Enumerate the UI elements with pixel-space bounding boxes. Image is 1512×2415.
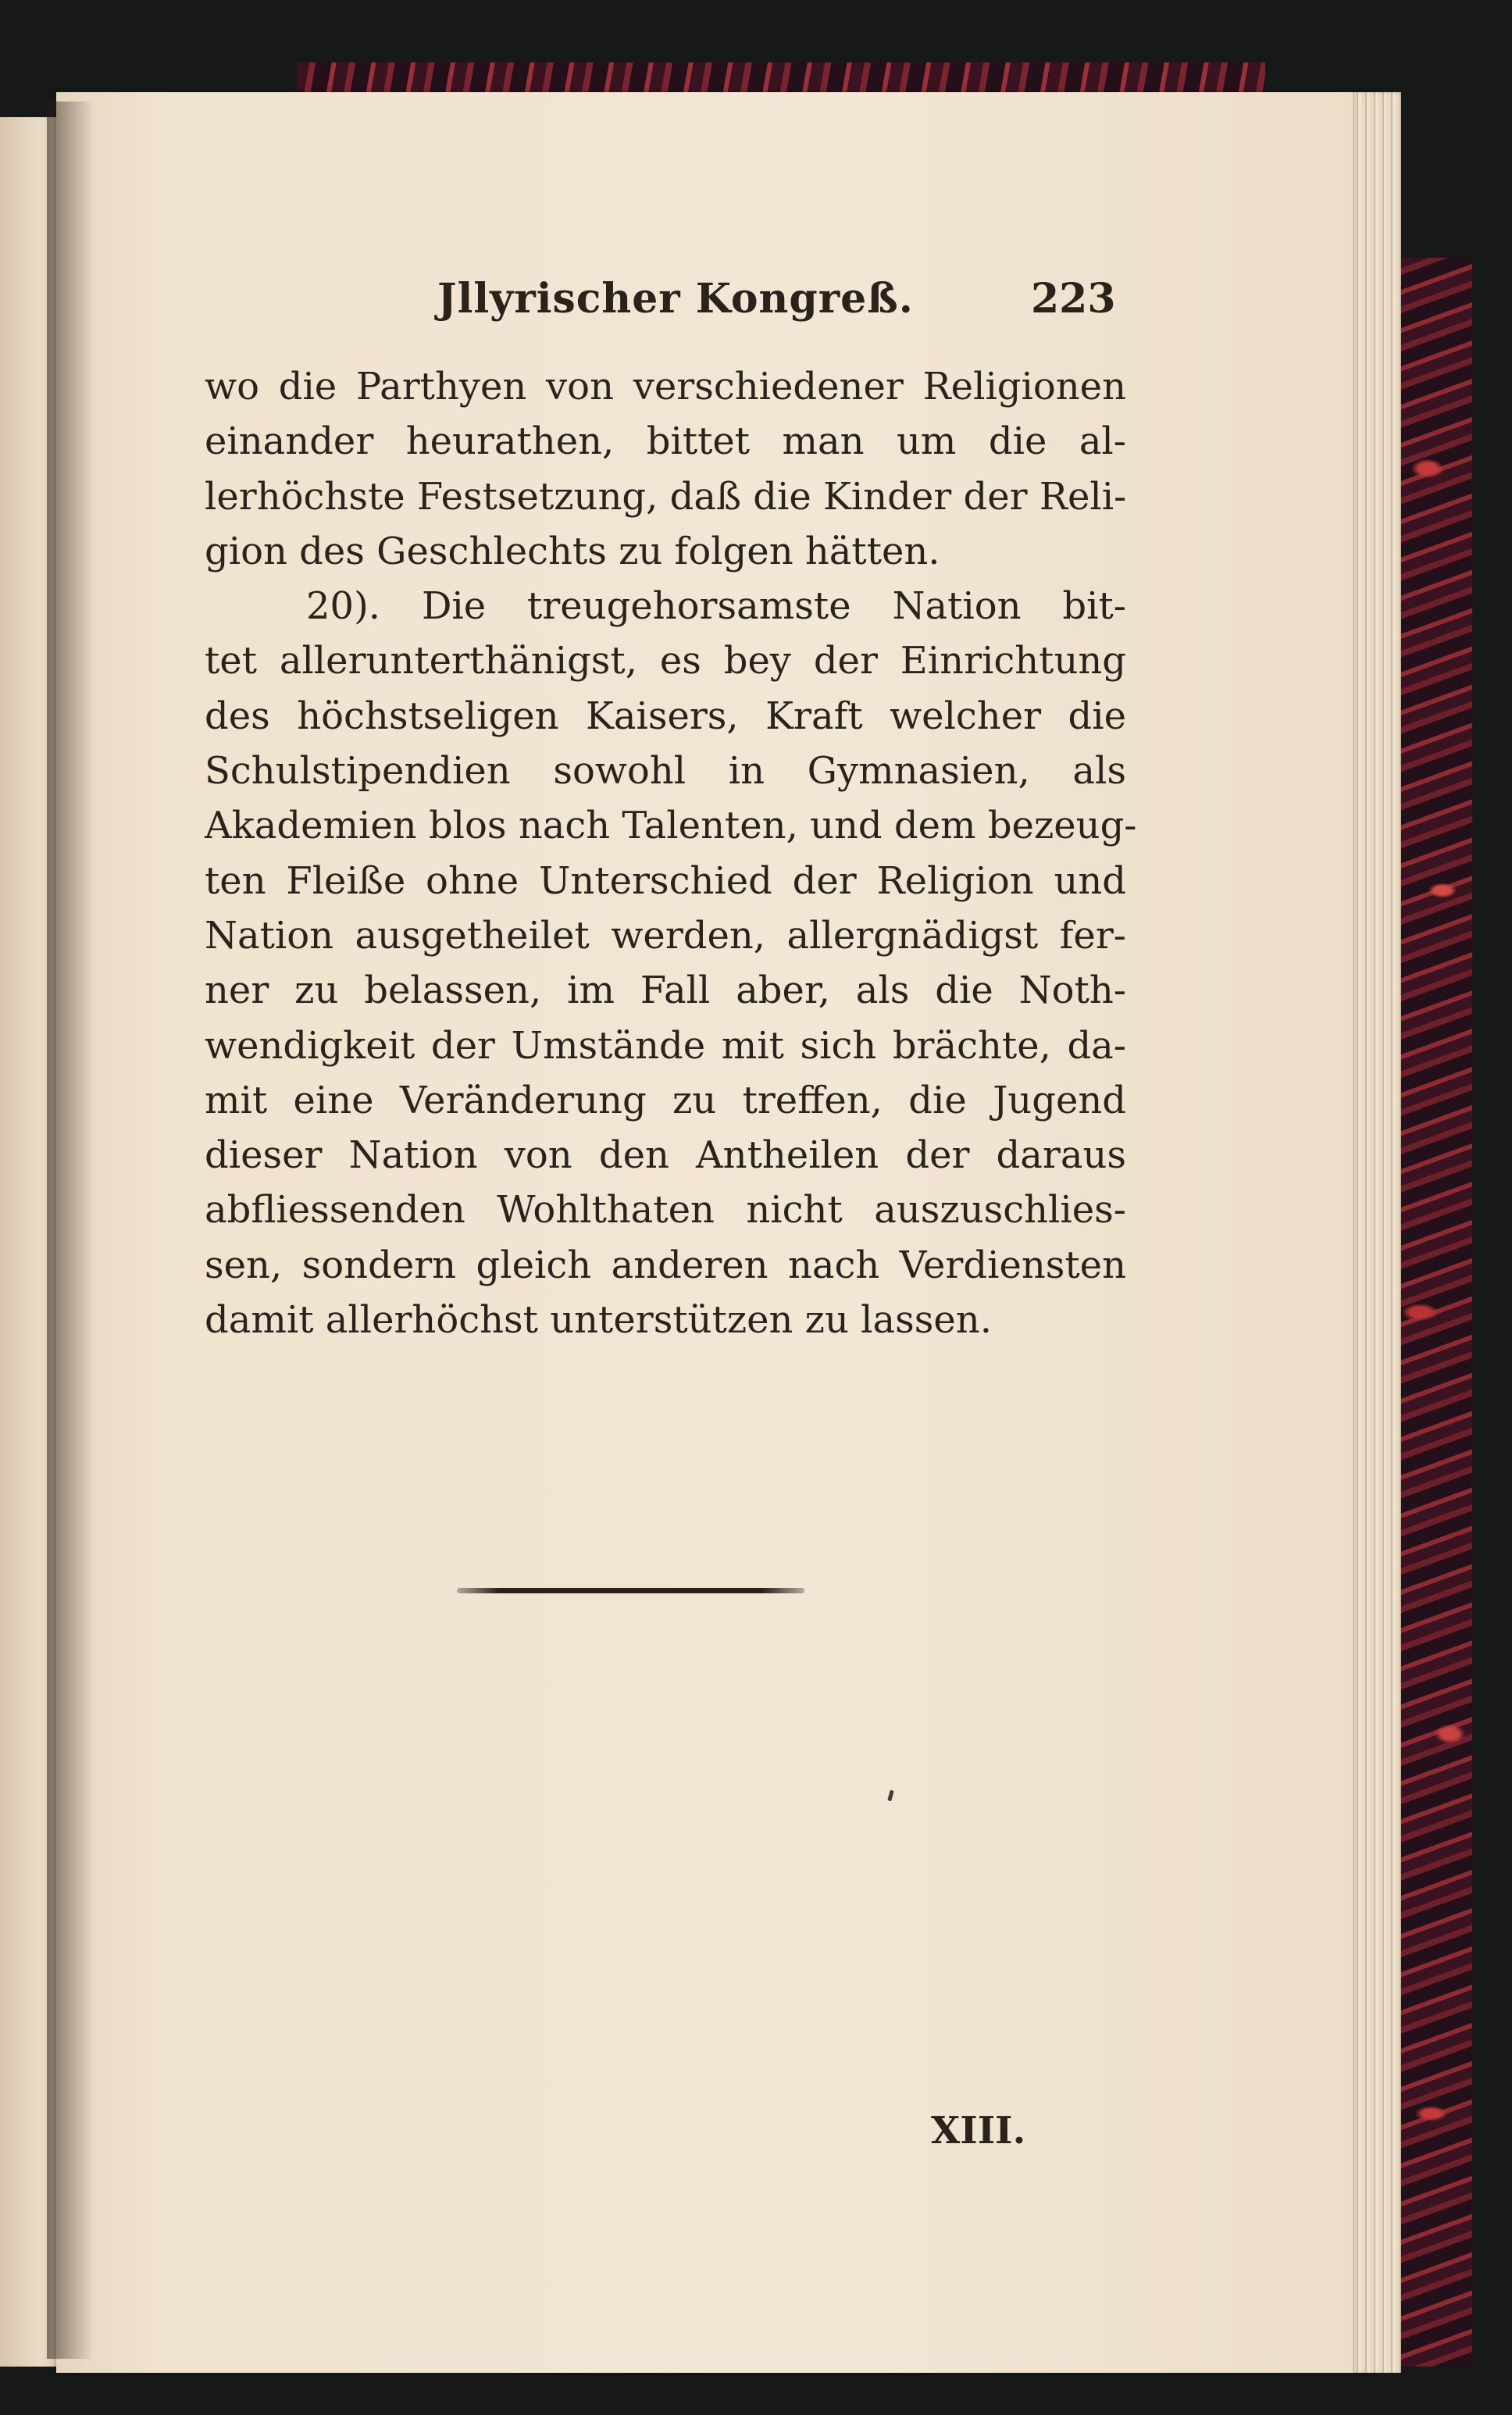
text-line: damit allerhöchst unterstützen zu lassen. <box>205 1298 992 1343</box>
page-stack-edges <box>1353 92 1401 2373</box>
text-line: dieser Nation von den Antheilen der daraus <box>205 1133 1126 1178</box>
page-header <box>437 275 1140 337</box>
text-line: ten Fleiße ohne Unterschied der Religion und <box>205 858 1126 903</box>
running-title: Jllyrischer Kongreß. <box>437 275 914 323</box>
section-divider-rule <box>457 1588 804 1593</box>
text-line: mit eine Veränderung zu treffen, die Jugend <box>205 1078 1126 1122</box>
text-line: lerhöchste Festsetzung, daß die Kinder der Reli- <box>205 474 1127 519</box>
text-line: gion des Geschlechts zu folgen hätten. <box>205 529 940 573</box>
text-line: ner zu belassen, im Fall aber, als die Noth- <box>205 968 1126 1013</box>
text-line: sen, sondern gleich anderen nach Verdiensten <box>205 1243 1126 1287</box>
text-line: abfliessenden Wohlthaten nicht auszuschlies- <box>205 1188 1126 1232</box>
text-line: einander heurathen, bittet man um die al- <box>205 419 1126 464</box>
gutter-shadow <box>47 102 94 2359</box>
page-body <box>205 359 1137 1347</box>
text-line: wendigkeit der Umstände mit sich brächte, da- <box>205 1023 1126 1068</box>
text-line: wo die Parthyen von verschiedener Religionen <box>205 365 1126 408</box>
text-line: Akademien blos nach Talenten, und dem bezeug- <box>205 804 1137 848</box>
text-line: 20). Die treugehorsamste Nation bit- <box>306 584 1126 629</box>
page-number: 223 <box>1031 275 1116 323</box>
text-line: Nation ausgetheilet werden, allergnädigst fer- <box>205 913 1126 958</box>
text-line: tet allerunterthänigst, es bey der Einrichtung <box>205 639 1126 683</box>
text-line: Schulstipendien sowohl in Gymnasien, als <box>205 749 1126 794</box>
printer-signature-mark: XIII. <box>931 2109 1026 2153</box>
marbled-board-edge <box>1398 258 1472 2367</box>
text-line: des höchstseligen Kaisers, Kraft welcher die <box>205 694 1126 738</box>
